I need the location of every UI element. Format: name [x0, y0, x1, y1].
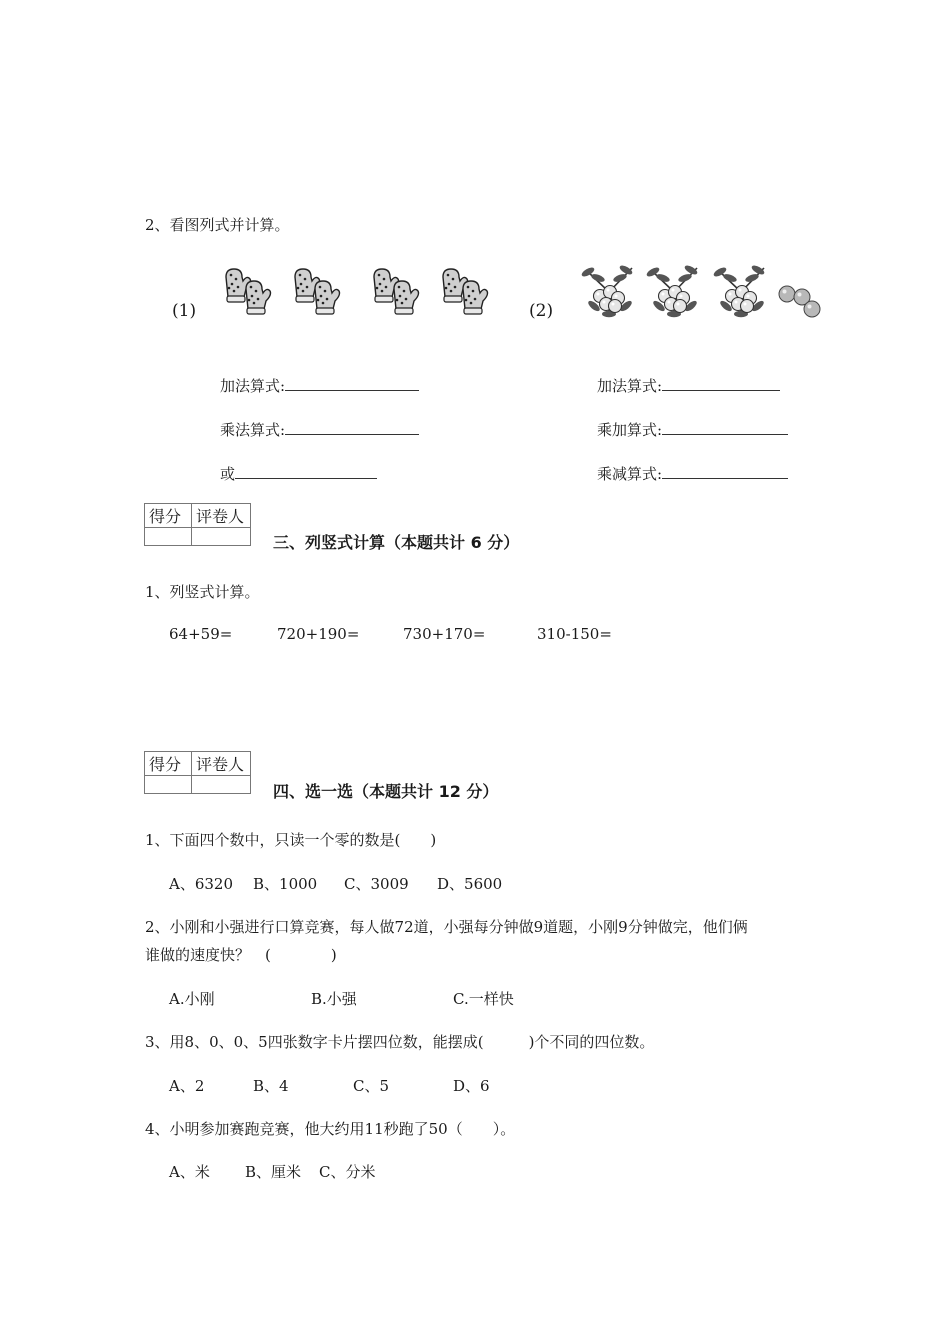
q3-option-b[interactable]: B、4: [253, 1077, 289, 1095]
vertical-calc-expr-2: 720+190=: [277, 625, 360, 643]
q2-option-b[interactable]: B.小强: [311, 990, 357, 1008]
multiply-subtract-label: 乘减算式:: [597, 465, 663, 483]
multiply-add-label: 乘加算式:: [597, 421, 663, 439]
multiply-add-blank[interactable]: [662, 419, 788, 435]
oven-mitt-pair-icon: [435, 265, 495, 317]
fruit-branch-icon: [712, 262, 770, 320]
grader-header: 评卷人: [192, 752, 251, 776]
q1-option-a[interactable]: A、6320: [169, 875, 234, 893]
part2-label: (2): [529, 301, 554, 321]
q3-option-a[interactable]: A、2: [169, 1077, 205, 1095]
part2-multiply-subtract-line: [597, 463, 788, 484]
section-4-title: 四、选一选（本题共计 12 分）: [273, 782, 499, 801]
part2-multiply-add-line: [597, 419, 788, 440]
section-3-title: 三、列竖式计算（本题共计 6 分）: [273, 533, 520, 552]
q1-option-c[interactable]: C、3009: [344, 875, 409, 893]
part1-addition-line: [220, 375, 419, 396]
score-header: 得分: [145, 504, 192, 528]
multiply-subtract-blank[interactable]: [662, 463, 788, 479]
q4-option-a[interactable]: A、米: [169, 1163, 210, 1181]
q2-option-c[interactable]: C.一样快: [453, 990, 514, 1008]
fruit-branch-icon: [580, 262, 638, 320]
q4-option-c[interactable]: C、分米: [319, 1163, 376, 1181]
section-3-question-1: 1、列竖式计算。: [145, 583, 260, 601]
grader-header: 评卷人: [192, 504, 251, 528]
or-blank[interactable]: [235, 463, 377, 479]
part2-addition-line: [597, 375, 780, 396]
oven-mitt-pair-icon: [218, 265, 278, 317]
score-header: 得分: [145, 752, 192, 776]
score-cell[interactable]: [145, 776, 192, 794]
choice-question-1: 1、下面四个数中，只读一个零的数是( ): [145, 831, 437, 849]
vertical-calc-expr-4: 310-150=: [537, 625, 612, 643]
q1-option-b[interactable]: B、1000: [253, 875, 318, 893]
multiplication-label: 乘法算式:: [220, 421, 286, 439]
addition-label: 加法算式:: [220, 377, 286, 395]
q4-option-b[interactable]: B、厘米: [245, 1163, 302, 1181]
part1-label: (1): [172, 301, 197, 321]
q1-option-d[interactable]: D、5600: [437, 875, 503, 893]
or-label: 或: [220, 465, 236, 483]
grader-cell[interactable]: [192, 776, 251, 794]
q3-option-c[interactable]: C、5: [353, 1077, 390, 1095]
oven-mitt-pair-icon: [366, 265, 426, 317]
grader-cell[interactable]: [192, 528, 251, 546]
choice-question-3: 3、用8、0、0、5四张数字卡片摆四位数，能摆成( )个不同的四位数。: [145, 1033, 655, 1051]
addition-label: 加法算式:: [597, 377, 663, 395]
q2-option-a[interactable]: A.小刚: [169, 990, 215, 1008]
part1-or-line: [220, 463, 377, 484]
vertical-calc-expr-1: 64+59=: [169, 625, 233, 643]
q3-option-d[interactable]: D、6: [453, 1077, 490, 1095]
part1-multiplication-line: [220, 419, 419, 440]
score-table: [144, 503, 251, 546]
choice-question-2-line-1: 2、小刚和小强进行口算竞赛，每人做72道，小强每分钟做9道题，小刚9分钟做完，他们俩: [145, 918, 748, 936]
choice-question-2-line-2: 谁做的速度快？ ( ): [145, 946, 337, 964]
question-2-title: 2、看图列式并计算。: [145, 216, 290, 234]
vertical-calc-expr-3: 730+170=: [403, 625, 486, 643]
score-table: [144, 751, 251, 794]
oven-mitt-pair-icon: [287, 265, 347, 317]
choice-question-4: 4、小明参加赛跑竞赛，他大约用11秒跑了50（ ）。: [145, 1120, 516, 1138]
addition-blank[interactable]: [662, 375, 780, 391]
score-cell[interactable]: [145, 528, 192, 546]
multiplication-blank[interactable]: [285, 419, 419, 435]
addition-blank[interactable]: [285, 375, 419, 391]
loose-fruit-icon: [776, 283, 824, 319]
fruit-branch-icon: [645, 262, 703, 320]
